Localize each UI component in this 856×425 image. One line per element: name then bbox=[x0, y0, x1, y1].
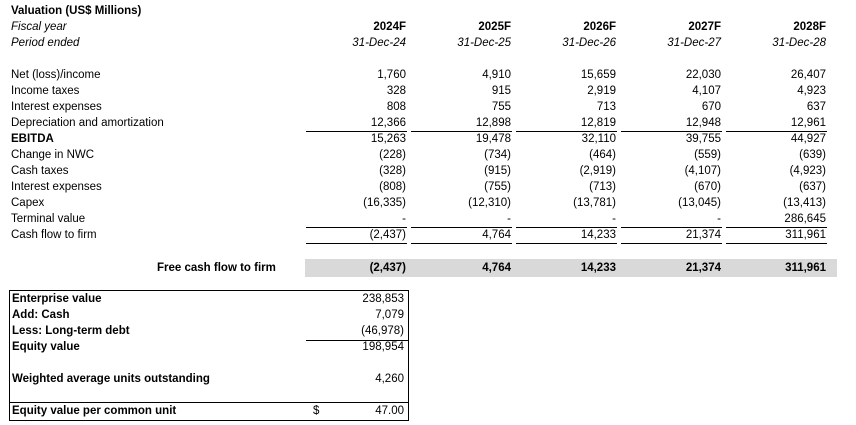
row-value: 328 bbox=[386, 85, 406, 97]
row-value: 32,110 bbox=[581, 133, 616, 145]
row-value: 915 bbox=[491, 85, 511, 97]
year-header: 2028F bbox=[793, 21, 826, 33]
total-rule bbox=[726, 227, 827, 228]
row-value: (915) bbox=[484, 165, 511, 177]
row-value: (670) bbox=[694, 181, 721, 193]
row-label: Interest expenses bbox=[11, 181, 102, 193]
row-value: 2,919 bbox=[587, 85, 616, 97]
row-value: (713) bbox=[589, 181, 616, 193]
row-value: (4,923) bbox=[789, 165, 826, 177]
enterprise-value: 238,853 bbox=[362, 293, 404, 305]
row-value: (559) bbox=[694, 149, 721, 161]
row-value: 12,961 bbox=[790, 117, 826, 129]
total-bottom-rule bbox=[516, 243, 617, 244]
per-unit-value: 47.00 bbox=[375, 405, 404, 417]
row-value: - bbox=[717, 213, 721, 225]
enterprise-value-label: Enterprise value bbox=[12, 293, 102, 305]
per-unit-label: Equity value per common unit bbox=[12, 405, 177, 417]
row-value: 12,819 bbox=[580, 117, 616, 129]
total-rule bbox=[306, 227, 407, 228]
row-value: 19,478 bbox=[475, 133, 511, 145]
units-value: 4,260 bbox=[375, 373, 404, 385]
debt-label: Less: Long-term debt bbox=[12, 325, 130, 337]
cash-value: 7,079 bbox=[375, 309, 404, 321]
row-value: (4,107) bbox=[684, 165, 721, 177]
row-value: 4,923 bbox=[797, 85, 826, 97]
row-value: 12,948 bbox=[685, 117, 721, 129]
row-value: 14,233 bbox=[580, 229, 616, 241]
total-bottom-rule bbox=[306, 243, 407, 244]
row-label: Cash taxes bbox=[11, 165, 69, 177]
cash-label: Add: Cash bbox=[12, 309, 70, 321]
row-label: Capex bbox=[11, 197, 45, 209]
per-unit-rule bbox=[10, 402, 408, 403]
fcf-label: Free cash flow to firm bbox=[157, 262, 276, 274]
row-value: 44,927 bbox=[790, 133, 826, 145]
subtotal-rule bbox=[621, 131, 722, 132]
row-value: 12,898 bbox=[475, 117, 511, 129]
row-value: 4,910 bbox=[482, 69, 511, 81]
row-value: - bbox=[507, 213, 511, 225]
equity-value: 198,954 bbox=[362, 341, 404, 353]
row-value: 670 bbox=[701, 101, 721, 113]
row-value: (2,437) bbox=[369, 229, 406, 241]
total-bottom-rule bbox=[411, 243, 512, 244]
page-title: Valuation (US$ Millions) bbox=[11, 5, 142, 17]
row-label: EBITDA bbox=[11, 133, 54, 145]
row-value: (639) bbox=[799, 149, 826, 161]
period-header: 31-Dec-24 bbox=[352, 37, 406, 49]
total-rule bbox=[516, 227, 617, 228]
row-value: (637) bbox=[799, 181, 826, 193]
subtotal-rule bbox=[516, 131, 617, 132]
row-label: Cash flow to firm bbox=[11, 229, 97, 241]
row-value: 311,961 bbox=[785, 229, 826, 241]
row-value: (16,335) bbox=[363, 197, 406, 209]
debt-value: (46,978) bbox=[361, 325, 404, 337]
subtotal-rule bbox=[726, 131, 827, 132]
period-header: 31-Dec-27 bbox=[667, 37, 721, 49]
row-value: 21,374 bbox=[685, 229, 721, 241]
year-header: 2025F bbox=[478, 21, 511, 33]
row-label: Terminal value bbox=[11, 213, 86, 225]
row-value: 286,645 bbox=[784, 213, 826, 225]
total-bottom-rule bbox=[726, 243, 827, 244]
row-value: 15,263 bbox=[370, 133, 406, 145]
row-value: 808 bbox=[386, 101, 406, 113]
row-value: (12,310) bbox=[468, 197, 511, 209]
row-value: 713 bbox=[596, 101, 616, 113]
row-label: Depreciation and amortization bbox=[11, 117, 164, 129]
fcf-value: (2,437) bbox=[369, 262, 406, 274]
row-value: (228) bbox=[379, 149, 406, 161]
period-header: 31-Dec-26 bbox=[562, 37, 616, 49]
equity-value-label: Equity value bbox=[12, 341, 80, 353]
row-value: (13,781) bbox=[573, 197, 616, 209]
row-value: 26,407 bbox=[790, 69, 826, 81]
row-value: (755) bbox=[484, 181, 511, 193]
row-label: Income taxes bbox=[11, 85, 80, 97]
period-label: Period ended bbox=[11, 37, 80, 49]
row-value: (808) bbox=[379, 181, 406, 193]
row-value: - bbox=[402, 213, 406, 225]
row-value: 15,659 bbox=[580, 69, 616, 81]
row-value: 39,755 bbox=[685, 133, 721, 145]
subtotal-rule bbox=[306, 131, 407, 132]
units-label: Weighted average units outstanding bbox=[12, 373, 210, 385]
row-value: 637 bbox=[806, 101, 826, 113]
row-value: - bbox=[612, 213, 616, 225]
row-value: 4,764 bbox=[482, 229, 511, 241]
row-value: 12,366 bbox=[370, 117, 406, 129]
row-value: (328) bbox=[379, 165, 406, 177]
row-value: (2,919) bbox=[579, 165, 616, 177]
row-value: 1,760 bbox=[377, 69, 406, 81]
row-value: 22,030 bbox=[685, 69, 721, 81]
total-rule bbox=[621, 227, 722, 228]
year-header: 2024F bbox=[373, 21, 406, 33]
row-value: (13,413) bbox=[783, 197, 826, 209]
period-header: 31-Dec-25 bbox=[457, 37, 511, 49]
row-label: Net (loss)/income bbox=[11, 69, 101, 81]
year-header: 2027F bbox=[688, 21, 721, 33]
row-value: (734) bbox=[484, 149, 511, 161]
row-value: 755 bbox=[491, 101, 511, 113]
fiscal-year-label: Fiscal year bbox=[11, 21, 67, 33]
fcf-value: 311,961 bbox=[785, 262, 826, 274]
row-label: Change in NWC bbox=[11, 149, 95, 161]
row-label: Interest expenses bbox=[11, 101, 102, 113]
period-header: 31-Dec-28 bbox=[772, 37, 826, 49]
total-rule bbox=[411, 227, 512, 228]
currency-symbol: $ bbox=[313, 405, 320, 417]
fcf-value: 4,764 bbox=[482, 262, 511, 274]
year-header: 2026F bbox=[583, 21, 616, 33]
row-value: 4,107 bbox=[692, 85, 721, 97]
row-value: (464) bbox=[589, 149, 616, 161]
fcf-value: 14,233 bbox=[580, 262, 616, 274]
subtotal-rule bbox=[411, 131, 512, 132]
row-value: (13,045) bbox=[678, 197, 721, 209]
total-bottom-rule bbox=[621, 243, 722, 244]
fcf-value: 21,374 bbox=[685, 262, 721, 274]
